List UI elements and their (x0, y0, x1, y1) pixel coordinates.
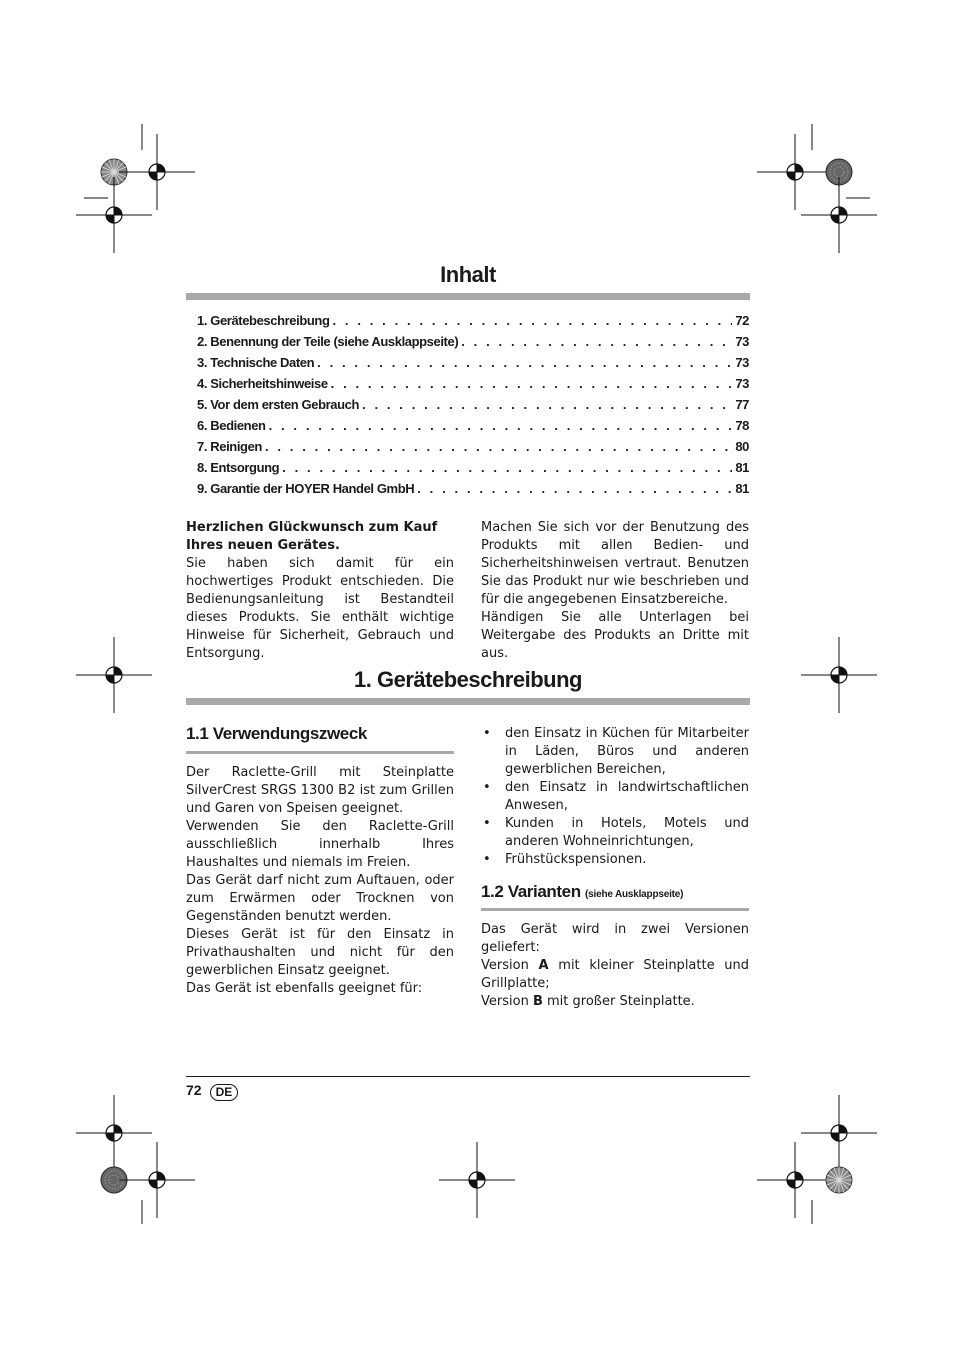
toc-entry[interactable]: 2. Benennung der Teile (siehe Ausklappseite) . . . 73 (197, 331, 749, 352)
section-title-rule (186, 698, 750, 705)
language-badge: DE (210, 1084, 239, 1101)
toc-entry[interactable]: 5. Vor dem ersten Gebrauch . . . 77 (197, 394, 749, 415)
toc-entry[interactable]: 8. Entsorgung . . . 81 (197, 457, 749, 478)
intro-right-column (481, 519, 749, 663)
paragraph: Der Raclette-Grill mit Steinplatte SilverCrest SRGS 1300 B2 ist zum Grillen und Garen von Speisen geeignet. (186, 765, 454, 816)
intro-left-column (186, 519, 454, 663)
paragraph: Dieses Gerät ist für den Einsatz in Privathaushalten und nicht für den gewerblichen Einsatz geeignet. (186, 927, 454, 978)
toc-title: Inhalt (440, 262, 496, 287)
table-of-contents (197, 310, 749, 499)
toc-entry[interactable]: 1. Gerätebeschreibung . . . 72 (197, 310, 749, 331)
footer (186, 1078, 238, 1101)
subsection-title-note: (siehe Ausklappseite) (585, 889, 684, 900)
usage-bullet-list (481, 725, 749, 869)
list-item: • Kunden in Hotels, Motels und anderen Wohneinrichtungen, (481, 815, 749, 851)
intro-paragraph: Machen Sie sich vor der Benutzung des Produkts mit allen Bedien- und Sicherheitshinweisen vertraut. Benutzen Sie das Produkt nur wie beschrieben und für die angegebenen Einsatzbereiche. (481, 520, 749, 607)
toc-entry[interactable]: 4. Sicherheitshinweise . . . 73 (197, 373, 749, 394)
subsection-rule (186, 751, 454, 754)
page-number: 72 (186, 1081, 202, 1098)
footer-rule (186, 1076, 750, 1077)
toc-title-rule (186, 293, 750, 300)
paragraph: Das Gerät wird in zwei Versionen geliefert: (481, 922, 749, 955)
subsection-rule (481, 908, 749, 911)
paragraph: Verwenden Sie den Raclette-Grill ausschließlich innerhalb Ihres Haushaltes und niemals im Freien. (186, 819, 454, 870)
subsection-title: 1.2 Varianten (siehe Ausklappseite) (481, 882, 684, 901)
variants-body (481, 921, 749, 1011)
paragraph: Das Gerät ist ebenfalls geeignet für: (186, 981, 423, 996)
toc-entry[interactable]: 7. Reinigen . . . 80 (197, 436, 749, 457)
list-item: • den Einsatz in landwirtschaftlichen Anwesen, (481, 779, 749, 815)
subsection-body (186, 764, 454, 998)
toc-entry[interactable]: 3. Technische Daten . . . 73 (197, 352, 749, 373)
toc-entry[interactable]: 9. Garantie der HOYER Handel GmbH . . . 81 (197, 478, 749, 499)
list-item: • den Einsatz in Küchen für Mitarbeiter in Läden, Büros und anderen gewerblichen Bereichen, (481, 725, 749, 779)
intro-paragraph: Händigen Sie alle Unterlagen bei Weitergabe des Produkts an Dritte mit aus. (481, 610, 749, 661)
list-item: • Frühstückspensionen. (481, 851, 749, 869)
variant-b: Version B mit großer Steinplatte. (481, 994, 695, 1009)
intro-heading: Herzlichen Glückwunsch zum Kauf Ihres neuen Gerätes. (186, 520, 438, 553)
subsection-title: 1.1 Verwendungszweck (186, 724, 367, 743)
intro-text: Sie haben sich damit für ein hochwertiges Produkt entschieden. Die Bedienungsanleitung ist Bestandteil dieses Produkts. Sie enthält wichtige Hinweise für Sicherheit, Gebrauch und Entsorgung. (186, 556, 454, 661)
paragraph: Das Gerät darf nicht zum Auftauen, oder zum Erwärmen oder Trocknen von Gegenständen benutzt werden. (186, 873, 454, 924)
variant-a: Version A mit kleiner Steinplatte und Grillplatte; (481, 958, 750, 991)
section-title: 1. Gerätebeschreibung (354, 667, 582, 692)
toc-entry[interactable]: 6. Bedienen . . . 78 (197, 415, 749, 436)
